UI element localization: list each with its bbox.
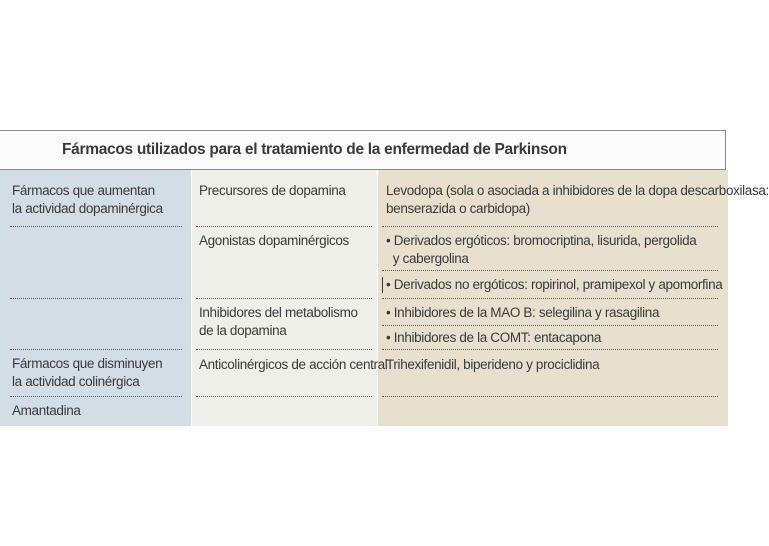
row-separator (382, 396, 718, 397)
row-separator (382, 298, 718, 299)
column-divider (191, 170, 192, 426)
row-separator (10, 226, 182, 227)
row-separator (382, 349, 718, 350)
category-label: Fármacos que disminuyen (12, 356, 163, 371)
row-separator (10, 396, 182, 397)
row-separator (10, 298, 182, 299)
subgroup-label: de la dopamina (199, 323, 287, 338)
drug-text: Trihexifenidil, biperideno y prociclidina (386, 357, 600, 372)
subgroup-label: Agonistas dopaminérgicos (199, 233, 349, 248)
row-separator (196, 396, 372, 397)
row-separator (382, 226, 718, 227)
table-title: Fármacos utilizados para el tratamiento de la enfermedad de Parkinson (62, 141, 567, 158)
category-label: Amantadina (12, 403, 81, 418)
row-separator (196, 226, 372, 227)
row-separator (382, 325, 718, 326)
drug-text: Levodopa (sola o asociada a inhibidores de la dopa descarboxilasa: (386, 183, 769, 198)
row-separator (196, 349, 372, 350)
drug-text: • Inhibidores de la MAO B: selegilina y rasagilina (386, 305, 660, 320)
category-label: la actividad colinérgica (12, 374, 140, 389)
drug-text: benserazida o carbidopa) (386, 201, 530, 216)
subgroup-label: Precursores de dopamina (199, 183, 346, 198)
column-divider (377, 170, 378, 426)
row-separator (196, 298, 372, 299)
drug-text: • Derivados ergóticos: bromocriptina, lisurida, pergolida (386, 233, 697, 248)
category-label: la actividad dopaminérgica (12, 201, 163, 216)
drug-text: y cabergolina (386, 251, 469, 266)
parkinson-drugs-table (0, 122, 769, 426)
subgroup-label: Inhibidores del metabolismo (199, 305, 358, 320)
drug-text: • Inhibidores de la COMT: entacapona (386, 330, 602, 345)
drug-text: • Derivados no ergóticos: ropirinol, pramipexol y apomorfina (386, 277, 723, 292)
row-separator (10, 349, 182, 350)
text-cursor-mark (382, 277, 383, 293)
table-title-bar (0, 130, 726, 170)
category-label: Fármacos que aumentan (12, 183, 155, 198)
subgroup-label: Anticolinérgicos de acción central (199, 357, 388, 372)
row-separator (382, 270, 718, 271)
